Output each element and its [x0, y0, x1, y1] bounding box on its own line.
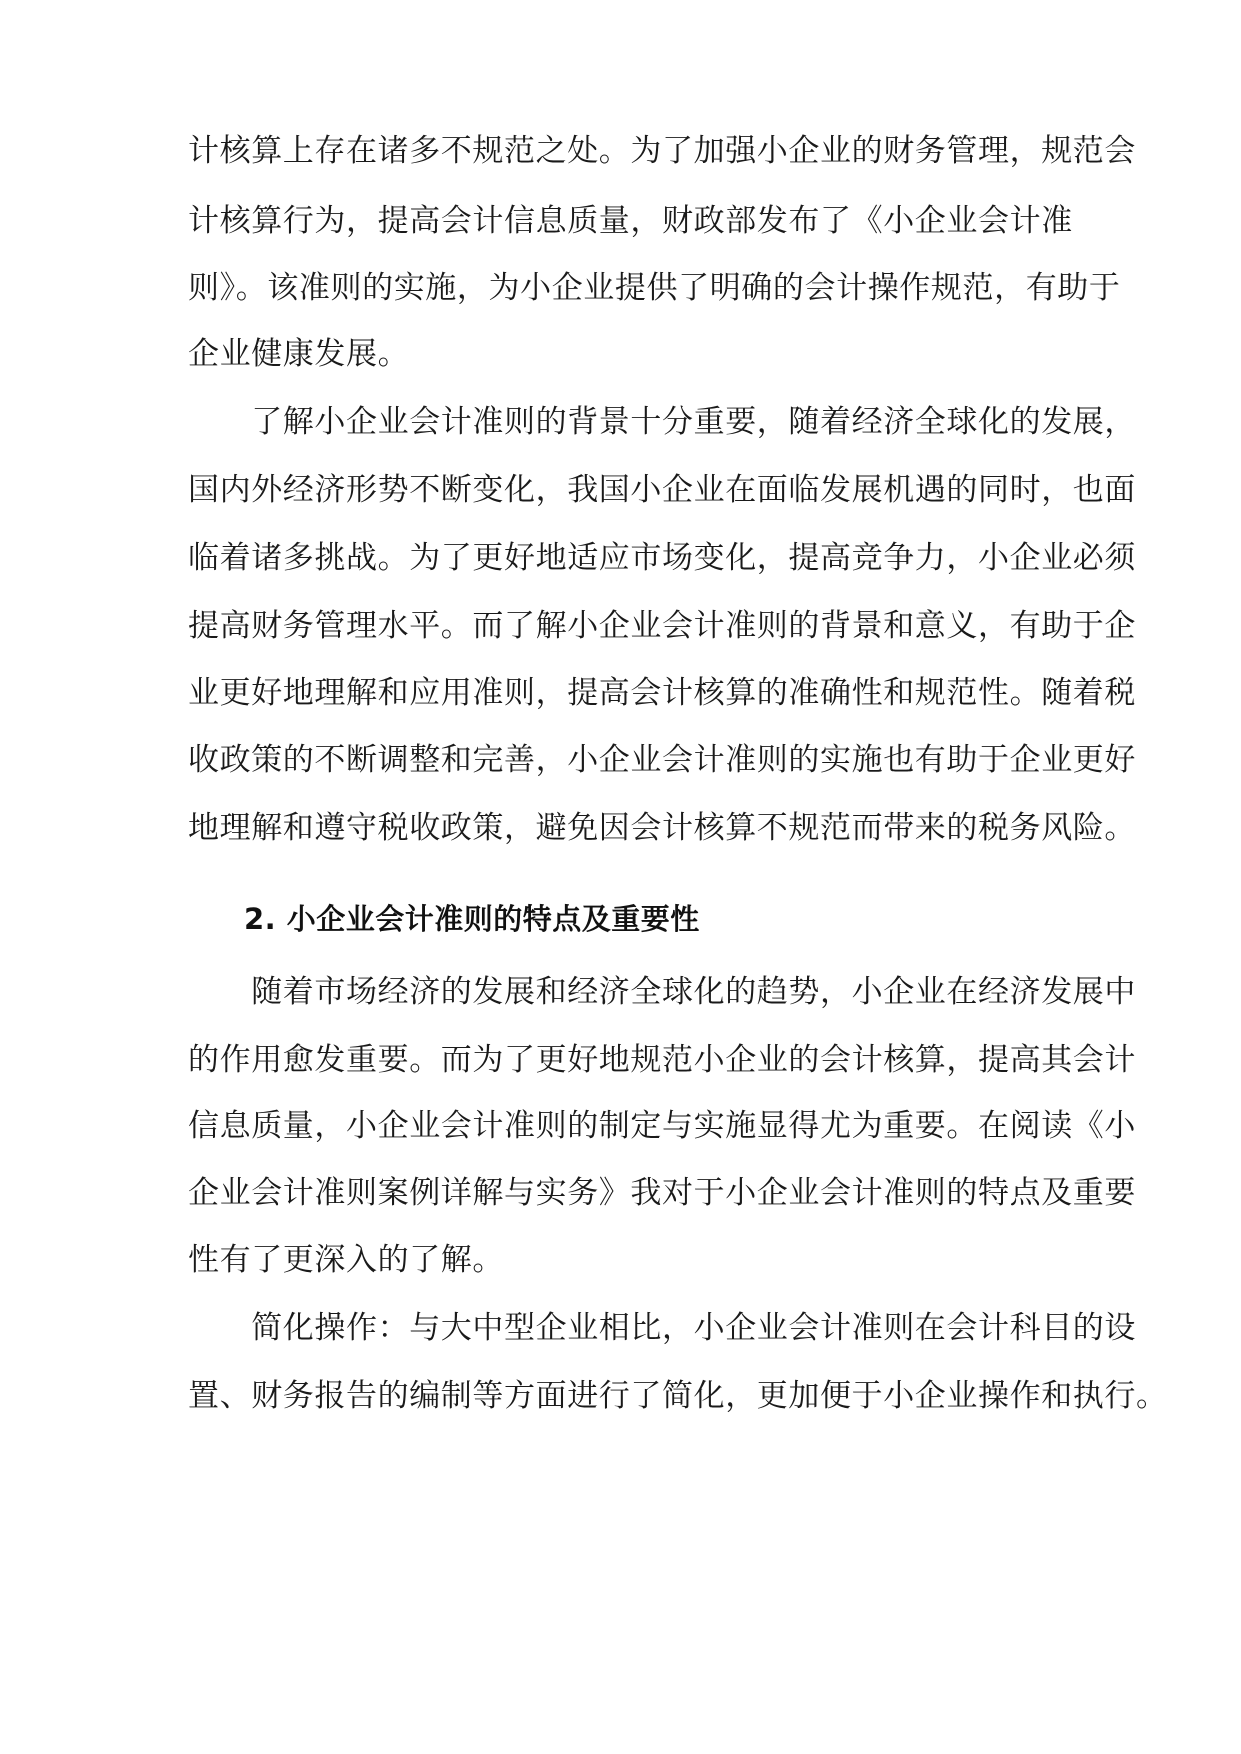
- section-heading: 2. 小企业会计准则的特点及重要性: [244, 902, 700, 936]
- text-line: 随着市场经济的发展和经济全球化的趋势，小企业在经济发展中: [188, 974, 1136, 1010]
- text-line: 收政策的不断调整和完善，小企业会计准则的实施也有助于企业更好: [188, 742, 1136, 778]
- text-line: 国内外经济形势不断变化，我国小企业在面临发展机遇的同时，也面: [188, 472, 1136, 508]
- text-line: 地理解和遵守税收政策，避免因会计核算不规范而带来的税务风险。: [188, 810, 1136, 846]
- text-line: 信息质量，小企业会计准则的制定与实施显得尤为重要。在阅读《小: [188, 1108, 1136, 1144]
- text-line: 企业会计准则案例详解与实务》我对于小企业会计准则的特点及重要: [188, 1175, 1136, 1211]
- text-line: 企业健康发展。: [188, 336, 410, 372]
- text-line: 则》。该准则的实施，为小企业提供了明确的会计操作规范，有助于: [188, 270, 1121, 306]
- text-line: 了解小企业会计准则的背景十分重要，随着经济全球化的发展，: [188, 404, 1136, 440]
- text-line: 计核算上存在诸多不规范之处。为了加强小企业的财务管理，规范会: [188, 133, 1136, 169]
- text-line: 简化操作：与大中型企业相比，小企业会计准则在会计科目的设: [188, 1310, 1136, 1346]
- text-line: 的作用愈发重要。而为了更好地规范小企业的会计核算，提高其会计: [188, 1042, 1136, 1078]
- text-line: 置、财务报告的编制等方面进行了简化，更加便于小企业操作和执行。: [188, 1378, 1168, 1414]
- text-line: 临着诸多挑战。为了更好地适应市场变化，提高竞争力，小企业必须: [188, 540, 1136, 576]
- text-line: 计核算行为，提高会计信息质量，财政部发布了《小企业会计准: [188, 203, 1073, 239]
- text-line: 业更好地理解和应用准则，提高会计核算的准确性和规范性。随着税: [188, 675, 1136, 711]
- text-line: 提高财务管理水平。而了解小企业会计准则的背景和意义，有助于企: [188, 608, 1136, 644]
- text-line: 性有了更深入的了解。: [188, 1242, 504, 1278]
